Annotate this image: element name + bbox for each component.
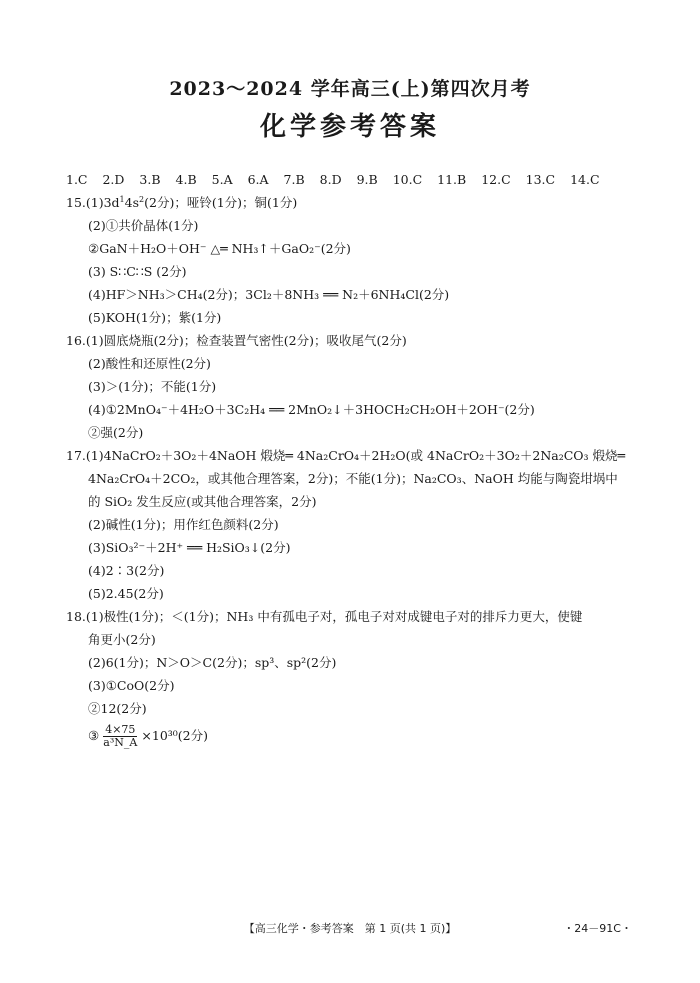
q15-line-6: (5)KOH(1分)；紫(1分) <box>88 310 222 325</box>
q15-line-5: (4)HF＞NH₃＞CH₄(2分)；3Cl₂＋8NH₃ ══ N₂＋6NH₄Cl(2分) <box>88 287 450 302</box>
mcq-answer: 12.C <box>481 172 511 187</box>
q18-line-6 <box>66 720 646 752</box>
mcq-answer: 13.C <box>525 172 556 187</box>
mcq-answers <box>66 168 646 191</box>
q17-line-4: (2)碱性(1分)；用作红色颜料(2分) <box>88 517 279 532</box>
superscript: 2 <box>139 194 145 204</box>
q15-line-1 <box>66 191 646 214</box>
mcq-answer: 4.B <box>175 172 197 187</box>
q17-line-3: 的 SiO₂ 发生反应(或其他合理答案，2分) <box>88 494 317 509</box>
q15-line-2: (2)①共价晶体(1分) <box>88 218 199 233</box>
superscript: 1 <box>119 194 125 204</box>
answer-content <box>66 168 646 752</box>
circled-number: ③ <box>88 728 100 743</box>
footer-code: ・24－91C・ <box>563 922 632 935</box>
mcq-answer: 9.B <box>356 172 378 187</box>
q17-line-6: (4)2∶3(2分) <box>88 563 165 578</box>
mcq-answer: 11.B <box>437 172 467 187</box>
answer-key-title: 化学参考答案 <box>259 112 440 142</box>
mcq-answer: 6.A <box>247 172 269 187</box>
q15-line-3: ②GaN＋H₂O＋OH⁻ △═ NH₃↑＋GaO₂⁻(2分) <box>88 241 351 256</box>
q18-line-5: ②12(2分) <box>88 701 147 716</box>
fraction-numerator: 4×75 <box>105 723 136 736</box>
mcq-answer: 7.B <box>283 172 305 187</box>
q17-line-5: (3)SiO₃²⁻＋2H⁺ ══ H₂SiO₃↓(2分) <box>88 540 291 555</box>
q15-text: (2分)；哑铃(1分)；铜(1分) <box>144 195 298 210</box>
fraction-suffix: ×10³⁰(2分) <box>141 728 209 743</box>
q18-line-1: 18.(1)极性(1分)；＜(1分)；NH₃ 中有孤电子对，孤电子对对成键电子对的排斥力更大，使键 <box>66 609 583 624</box>
q17-line-7: (5)2.45(2分) <box>88 586 164 601</box>
density-fraction <box>103 724 137 749</box>
q16-line-4: (4)①2MnO₄⁻＋4H₂O＋3C₂H₄ ══ 2MnO₂↓＋3HOCH₂CH₂OH＋2OH⁻(2分) <box>88 402 535 417</box>
q18-line-2: 角更小(2分) <box>88 632 156 647</box>
q15-text: 15.(1)3d <box>66 195 120 210</box>
q15-line-4: (3) S∷C∷S (2分) <box>88 264 187 279</box>
q16-line-1: 16.(1)圆底烧瓶(2分)；检查装置气密性(2分)；吸收尾气(2分) <box>66 333 407 348</box>
fraction-denominator: a³N_A <box>103 736 138 749</box>
mcq-answer: 5.A <box>211 172 233 187</box>
q15-text: 4s <box>124 195 140 210</box>
mcq-answer: 8.D <box>319 172 342 187</box>
mcq-answer: 14.C <box>570 172 600 187</box>
mcq-answer: 3.B <box>139 172 161 187</box>
exam-title: 2023～2024 学年高三(上)第四次月考 <box>169 78 531 100</box>
q18-line-4: (3)①CoO(2分) <box>88 678 175 693</box>
page-footer: 【高三化学・参考答案 第 1 页(共 1 页)】 <box>243 922 457 935</box>
q16-line-5: ②强(2分) <box>88 425 144 440</box>
q16-line-3: (3)＞(1分)；不能(1分) <box>88 379 217 394</box>
q17-line-2: 4Na₂CrO₄＋2CO₂，或其他合理答案，2分)；不能(1分)；Na₂CO₃、NaOH 均能与陶瓷坩埚中 <box>88 471 618 486</box>
q17-line-1: 17.(1)4NaCrO₂＋3O₂＋4NaOH 煅烧═ 4Na₂CrO₄＋2H₂O(或 4NaCrO₂＋3O₂＋2Na₂CO₃ 煅烧═ <box>66 448 626 463</box>
mcq-answer: 10.C <box>392 172 423 187</box>
q18-line-3: (2)6(1分)；N＞O＞C(2分)；sp³、sp²(2分) <box>88 655 337 670</box>
mcq-answer: 1.C <box>66 172 88 187</box>
q16-line-2: (2)酸性和还原性(2分) <box>88 356 211 371</box>
mcq-answer: 2.D <box>102 172 125 187</box>
